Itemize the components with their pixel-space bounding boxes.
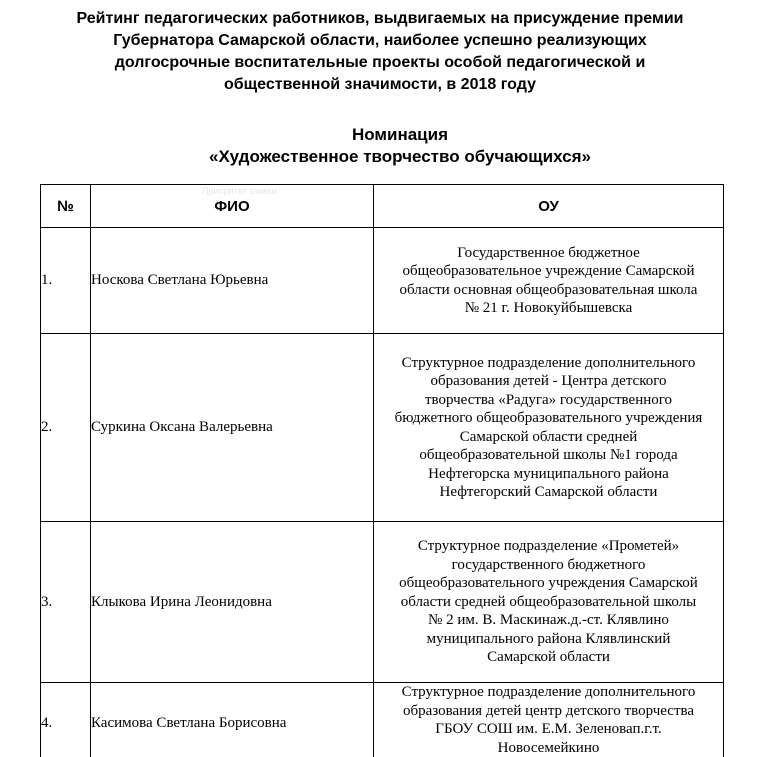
ou-line: Структурное подразделение дополнительного [401, 354, 696, 371]
ou-line: № 2 им. В. Маскинаж.д.-ст. Клявлино [428, 612, 669, 629]
title-line: Рейтинг педагогических работников, выдвигаемых на присуждение премии [76, 10, 684, 27]
ou-line: общеобразовательное учреждение Самарской [402, 263, 695, 279]
faint-watermark-text: Приоритет заявки [202, 186, 277, 196]
ou-line: области основная общеобразовательная школа [399, 281, 698, 298]
ou-line: творчества «Радуга» государственного [424, 391, 673, 408]
ou-line: Нефтегорска муниципального района [428, 465, 669, 482]
ou-line: бюджетного общеобразовательного учреждения [394, 410, 703, 426]
table-row [41, 228, 724, 334]
table-row [41, 334, 724, 522]
ou-line: Структурное подразделение дополнительного [401, 684, 696, 700]
ou-line: области средней общеобразовательной школы [400, 593, 697, 610]
ou-line: ГБОУ СОШ им. Е.М. Зеленовап.г.т. [435, 721, 662, 737]
ou-line: общеобразовательного учреждения Самарской [399, 575, 698, 592]
row-fio: Суркина Оксана Валерьевна [91, 334, 374, 522]
nomination-label: Номинация [351, 125, 448, 144]
ou-line: Государственное бюджетное [457, 244, 640, 261]
title-line: Губернатора Самарской области, наиболее успешно реализующих [113, 32, 647, 49]
ou-line: Новосемейкино [497, 739, 600, 756]
row-fio: Клыкова Ирина Леонидовна [91, 522, 374, 683]
table-row [41, 683, 724, 757]
title-line: общественной значимости, в 2018 году [224, 76, 536, 93]
ou-line: Самарской области [487, 649, 610, 666]
document-title [60, 8, 700, 96]
rating-table [40, 184, 724, 757]
ou-line: № 21 г. Новокуйбышевска [464, 300, 633, 316]
ou-line: общеобразовательной школы №1 города [419, 447, 678, 463]
row-number: 2. [41, 334, 91, 522]
row-number: 4. [41, 683, 91, 757]
nomination-name: «Художественное творчество обучающихся» [209, 147, 591, 166]
ou-line: образования детей центр детского творчества [402, 702, 695, 719]
row-ou [374, 228, 724, 334]
ou-line: Самарской области средней [459, 428, 638, 445]
table-header-row [41, 185, 724, 228]
table-row [41, 522, 724, 683]
header-ou: ОУ [374, 185, 724, 228]
ou-line: образования детей - Центра детского [430, 373, 667, 389]
row-fio: Касимова Светлана Борисовна [91, 683, 374, 757]
header-fio: ФИО [91, 185, 374, 228]
header-number: № [41, 185, 91, 228]
row-ou [374, 334, 724, 522]
title-line: долгосрочные воспитательные проекты особой педагогической и [114, 54, 646, 71]
ou-line: муниципального района Клявлинский [426, 630, 671, 647]
ou-line: Нефтегорский Самарской области [439, 484, 658, 500]
row-ou [374, 522, 724, 683]
row-number: 1. [41, 228, 91, 334]
ou-line: Структурное подразделение «Прометей» [417, 538, 680, 555]
row-number: 3. [41, 522, 91, 683]
row-fio: Носкова Светлана Юрьевна [91, 228, 374, 334]
ou-line: государственного бюджетного [451, 556, 646, 573]
row-ou [374, 683, 724, 757]
nomination-heading [100, 124, 700, 168]
